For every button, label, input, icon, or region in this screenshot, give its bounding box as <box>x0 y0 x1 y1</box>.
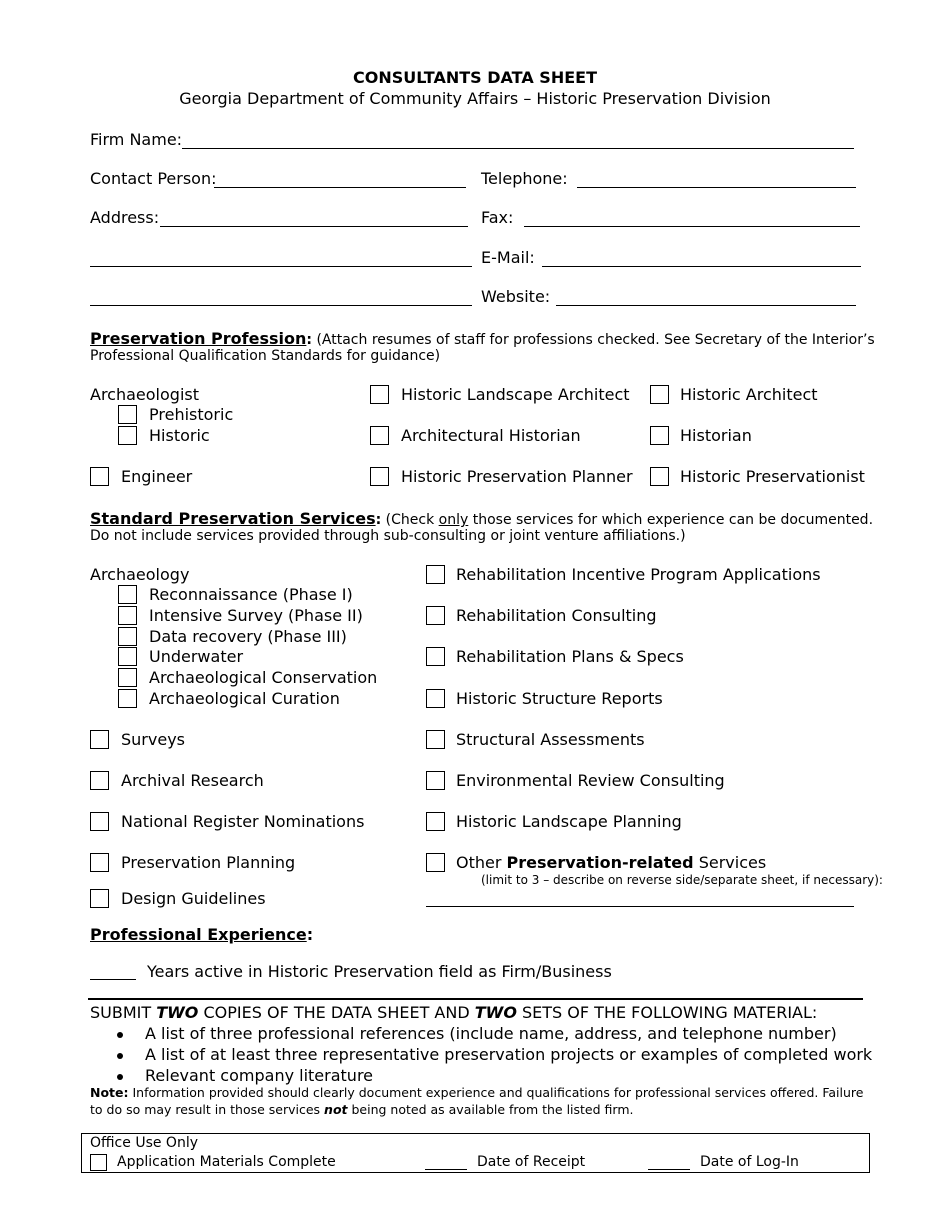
preservationist-label: Historic Preservationist <box>680 467 865 486</box>
address-field-1[interactable] <box>160 226 468 227</box>
preservationist-checkbox[interactable] <box>650 467 669 486</box>
years-active-field[interactable] <box>90 979 136 980</box>
note-text-2b: being noted as available from the listed firm. <box>347 1102 634 1117</box>
bullet-dot <box>117 1074 123 1080</box>
service-right-label: Rehabilitation Incentive Program Applications <box>456 565 821 584</box>
date-of-login-label: Date of Log-In <box>700 1154 799 1170</box>
engineer-label: Engineer <box>121 467 193 486</box>
architectural-historian-label: Architectural Historian <box>401 426 581 445</box>
archaeology-item-label: Data recovery (Phase III) <box>149 626 347 646</box>
experience-section-heading <box>90 925 313 944</box>
fax-label: Fax: <box>481 208 514 227</box>
service-right-checkbox[interactable] <box>426 606 445 625</box>
note-text-2a: to do so may result in those services <box>90 1102 325 1117</box>
historic-checkbox[interactable] <box>118 426 137 445</box>
profession-section-heading <box>90 329 875 348</box>
service-left-label: Preservation Planning <box>121 853 296 872</box>
services-note-2: Do not include services provided through sub-consulting or joint venture affiliations.) <box>90 528 686 544</box>
bullet-item: A list of three professional references (include name, address, and telephone number) <box>145 1024 837 1043</box>
archaeology-item-checkbox[interactable] <box>118 668 137 687</box>
telephone-label: Telephone: <box>481 169 568 188</box>
other-services-b: Services <box>693 853 767 872</box>
bullet-item: A list of at least three representative preservation projects or examples of completed work <box>145 1045 873 1064</box>
other-services-note: (limit to 3 – describe on reverse side/separate sheet, if necessary): <box>481 873 883 887</box>
archaeology-item-checkbox[interactable] <box>118 647 137 666</box>
service-right-label: Rehabilitation Consulting <box>456 606 657 626</box>
other-services-field[interactable] <box>426 906 854 907</box>
archaeology-item-label: Archaeological Curation <box>149 689 340 708</box>
submit-two-2: TWO <box>474 1003 517 1022</box>
submit-part3: SETS OF THE FOLLOWING MATERIAL: <box>516 1003 818 1022</box>
service-right-checkbox[interactable] <box>426 812 445 831</box>
service-left-checkbox[interactable] <box>90 730 109 749</box>
service-left-checkbox[interactable] <box>90 889 109 908</box>
preservation-planner-checkbox[interactable] <box>370 467 389 486</box>
contact-person-field[interactable] <box>214 187 466 188</box>
profession-heading-colon: : <box>306 332 312 348</box>
experience-heading-colon: : <box>306 925 314 944</box>
note-not: not <box>324 1102 348 1117</box>
service-left-label: Design Guidelines <box>121 889 266 908</box>
address-field-3[interactable] <box>90 305 472 306</box>
historian-checkbox[interactable] <box>650 426 669 445</box>
services-note-only: only <box>438 512 469 528</box>
submit-part1: SUBMIT <box>90 1003 157 1022</box>
note-text-1: Information provided should clearly document experience and qualifications for professional services offered. Failure <box>128 1085 864 1100</box>
archaeology-item-label: Reconnaissance (Phase I) <box>149 585 353 604</box>
prehistoric-label: Prehistoric <box>149 405 234 424</box>
prehistoric-checkbox[interactable] <box>118 405 137 424</box>
service-right-label: Structural Assessments <box>456 729 645 749</box>
archaeology-item-checkbox[interactable] <box>118 585 137 604</box>
service-right-label: Historic Structure Reports <box>456 688 663 708</box>
service-right-checkbox[interactable] <box>426 730 445 749</box>
service-right-label: Historic Landscape Planning <box>456 812 682 832</box>
service-right-checkbox[interactable] <box>426 647 445 666</box>
address-label: Address: <box>90 208 160 227</box>
page-subtitle: Georgia Department of Community Affairs – Historic Preservation Division <box>179 89 771 108</box>
note-line-1 <box>90 1085 863 1100</box>
service-right-checkbox[interactable] <box>426 689 445 708</box>
materials-complete-label: Application Materials Complete <box>117 1154 336 1170</box>
architectural-historian-checkbox[interactable] <box>370 426 389 445</box>
service-left-checkbox[interactable] <box>90 771 109 790</box>
contact-person-label: Contact Person: <box>90 169 217 188</box>
preservation-planner-label: Historic Preservation Planner <box>401 467 633 486</box>
date-of-login-field[interactable] <box>648 1169 690 1170</box>
historic-label: Historic <box>149 426 210 445</box>
services-note-b: those services for which experience can be documented. <box>468 512 874 528</box>
historian-label: Historian <box>680 426 752 445</box>
bullet-dot <box>117 1053 123 1059</box>
archaeology-item-label: Underwater <box>149 647 244 667</box>
submit-two-1: TWO <box>156 1003 199 1022</box>
website-field[interactable] <box>556 305 856 306</box>
email-label: E-Mail: <box>481 248 535 267</box>
materials-complete-checkbox[interactable] <box>90 1154 107 1171</box>
note-line-2 <box>90 1102 633 1117</box>
historic-architect-checkbox[interactable] <box>650 385 669 404</box>
service-left-checkbox[interactable] <box>90 853 109 872</box>
fax-field[interactable] <box>524 226 860 227</box>
archaeology-label: Archaeology <box>90 565 190 584</box>
archaeology-item-label: Archaeological Conservation <box>149 668 378 688</box>
service-left-label: Surveys <box>121 730 185 749</box>
service-right-checkbox[interactable] <box>426 771 445 790</box>
firm-name-field[interactable] <box>182 148 854 149</box>
years-active-label: Years active in Historic Preservation field as Firm/Business <box>147 962 612 981</box>
submit-part2: COPIES OF THE DATA SHEET AND <box>198 1003 475 1022</box>
services-note-a: (Check <box>385 512 439 528</box>
telephone-field[interactable] <box>577 187 856 188</box>
archaeology-item-checkbox[interactable] <box>118 689 137 708</box>
date-of-receipt-field[interactable] <box>425 1169 467 1170</box>
service-right-label: Rehabilitation Plans & Specs <box>456 647 684 667</box>
note-label: Note: <box>90 1085 129 1100</box>
profession-note-2: Professional Qualification Standards for guidance) <box>90 348 441 364</box>
date-of-receipt-label: Date of Receipt <box>477 1154 586 1170</box>
firm-name-label: Firm Name: <box>90 130 183 149</box>
profession-note-1: (Attach resumes of staff for professions checked. See Secretary of the Interior’s <box>316 332 875 348</box>
service-right-checkbox[interactable] <box>426 565 445 584</box>
archaeology-item-label: Intensive Survey (Phase II) <box>149 605 363 625</box>
service-left-checkbox[interactable] <box>90 812 109 831</box>
service-left-label: National Register Nominations <box>121 812 365 831</box>
address-field-2[interactable] <box>90 266 472 267</box>
service-right-label: Environmental Review Consulting <box>456 771 725 790</box>
landscape-architect-checkbox[interactable] <box>370 385 389 404</box>
profession-heading: Preservation Profession <box>90 329 307 348</box>
historic-architect-label: Historic Architect <box>680 385 818 404</box>
other-services-a: Other <box>456 853 507 872</box>
email-field[interactable] <box>542 266 861 267</box>
archaeology-item-checkbox[interactable] <box>118 627 137 646</box>
services-heading-colon: : <box>375 512 382 528</box>
archaeologist-label: Archaeologist <box>90 385 199 404</box>
services-heading: Standard Preservation Services <box>90 509 376 528</box>
other-services-label <box>456 853 766 872</box>
website-label: Website: <box>481 287 551 306</box>
engineer-checkbox[interactable] <box>90 467 109 486</box>
services-section-heading <box>90 509 873 528</box>
landscape-architect-label: Historic Landscape Architect <box>401 385 630 404</box>
page-title: CONSULTANTS DATA SHEET <box>353 68 597 87</box>
other-services-checkbox[interactable] <box>426 853 445 872</box>
experience-heading: Professional Experience <box>90 925 307 944</box>
archaeology-item-checkbox[interactable] <box>118 606 137 625</box>
submit-instructions <box>90 1003 817 1022</box>
divider <box>88 998 863 1000</box>
bullet-dot <box>117 1032 123 1038</box>
other-services-bold: Preservation-related <box>506 853 694 872</box>
bullet-item: Relevant company literature <box>145 1066 374 1085</box>
office-use-title: Office Use Only <box>90 1135 198 1151</box>
service-left-label: Archival Research <box>121 771 264 790</box>
